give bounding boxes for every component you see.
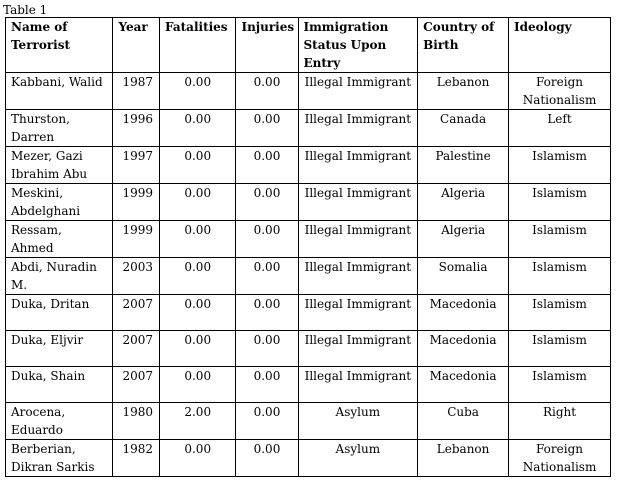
cell-name: Duka, Shain xyxy=(6,367,113,403)
cell-injuries: 0.00 xyxy=(236,110,298,147)
cell-country-of-birth: Lebanon xyxy=(418,440,509,477)
table-row xyxy=(6,147,611,184)
cell-ideology: Foreign Nationalism xyxy=(509,440,611,477)
cell-country-of-birth: Cuba xyxy=(418,403,509,440)
cell-injuries: 0.00 xyxy=(236,147,298,184)
cell-ideology: Islamism xyxy=(509,331,611,367)
cell-immigration-status: Illegal Immigrant xyxy=(298,73,418,110)
cell-fatalities: 0.00 xyxy=(160,440,236,477)
cell-ideology: Left xyxy=(509,110,611,147)
terrorist-table xyxy=(5,17,611,477)
cell-name: Meskini, Abdelghani xyxy=(6,184,113,221)
cell-immigration-status: Illegal Immigrant xyxy=(298,184,418,221)
table-row xyxy=(6,440,611,477)
cell-fatalities: 0.00 xyxy=(160,295,236,331)
header-ideology: Ideology xyxy=(509,18,611,73)
cell-fatalities: 0.00 xyxy=(160,258,236,295)
cell-immigration-status: Asylum xyxy=(298,440,418,477)
cell-country-of-birth: Macedonia xyxy=(418,331,509,367)
header-immigration-status: Immigration Status Upon Entry xyxy=(298,18,418,73)
header-fatalities: Fatalities xyxy=(160,18,236,73)
cell-immigration-status: Illegal Immigrant xyxy=(298,367,418,403)
table-row xyxy=(6,73,611,110)
table-row xyxy=(6,110,611,147)
cell-name: Arocena, Eduardo xyxy=(6,403,113,440)
cell-year: 1999 xyxy=(113,184,160,221)
header-year: Year xyxy=(113,18,160,73)
header-injuries: Injuries xyxy=(236,18,298,73)
cell-immigration-status: Illegal Immigrant xyxy=(298,331,418,367)
cell-year: 1982 xyxy=(113,440,160,477)
cell-name: Duka, Dritan xyxy=(6,295,113,331)
cell-country-of-birth: Somalia xyxy=(418,258,509,295)
cell-fatalities: 2.00 xyxy=(160,403,236,440)
cell-fatalities: 0.00 xyxy=(160,184,236,221)
cell-ideology: Islamism xyxy=(509,295,611,331)
cell-country-of-birth: Macedonia xyxy=(418,295,509,331)
cell-immigration-status: Illegal Immigrant xyxy=(298,110,418,147)
cell-injuries: 0.00 xyxy=(236,403,298,440)
cell-immigration-status: Illegal Immigrant xyxy=(298,147,418,184)
cell-year: 1980 xyxy=(113,403,160,440)
cell-name: Duka, Eljvir xyxy=(6,331,113,367)
cell-year: 2003 xyxy=(113,258,160,295)
cell-country-of-birth: Canada xyxy=(418,110,509,147)
cell-year: 1987 xyxy=(113,73,160,110)
cell-name: Ressam, Ahmed xyxy=(6,221,113,258)
cell-injuries: 0.00 xyxy=(236,295,298,331)
cell-injuries: 0.00 xyxy=(236,367,298,403)
table-row xyxy=(6,367,611,403)
cell-injuries: 0.00 xyxy=(236,440,298,477)
cell-fatalities: 0.00 xyxy=(160,73,236,110)
cell-year: 2007 xyxy=(113,295,160,331)
cell-injuries: 0.00 xyxy=(236,184,298,221)
cell-ideology: Islamism xyxy=(509,258,611,295)
cell-ideology: Right xyxy=(509,403,611,440)
cell-ideology: Foreign Nationalism xyxy=(509,73,611,110)
cell-country-of-birth: Lebanon xyxy=(418,73,509,110)
cell-fatalities: 0.00 xyxy=(160,367,236,403)
cell-country-of-birth: Algeria xyxy=(418,221,509,258)
cell-injuries: 0.00 xyxy=(236,73,298,110)
table-row xyxy=(6,331,611,367)
cell-name: Berberian, Dikran Sarkis xyxy=(6,440,113,477)
cell-fatalities: 0.00 xyxy=(160,331,236,367)
table-row xyxy=(6,184,611,221)
table-row xyxy=(6,221,611,258)
cell-immigration-status: Illegal Immigrant xyxy=(298,258,418,295)
cell-year: 2007 xyxy=(113,331,160,367)
cell-fatalities: 0.00 xyxy=(160,147,236,184)
cell-country-of-birth: Algeria xyxy=(418,184,509,221)
cell-immigration-status: Asylum xyxy=(298,403,418,440)
cell-name: Mezer, Gazi Ibrahim Abu xyxy=(6,147,113,184)
cell-year: 2007 xyxy=(113,367,160,403)
cell-name: Thurston, Darren xyxy=(6,110,113,147)
cell-fatalities: 0.00 xyxy=(160,110,236,147)
cell-injuries: 0.00 xyxy=(236,221,298,258)
cell-ideology: Islamism xyxy=(509,367,611,403)
cell-country-of-birth: Palestine xyxy=(418,147,509,184)
table-row xyxy=(6,403,611,440)
cell-year: 1997 xyxy=(113,147,160,184)
cell-immigration-status: Illegal Immigrant xyxy=(298,221,418,258)
table-row xyxy=(6,295,611,331)
cell-injuries: 0.00 xyxy=(236,331,298,367)
cell-ideology: Islamism xyxy=(509,221,611,258)
cell-name: Kabbani, Walid xyxy=(6,73,113,110)
cell-ideology: Islamism xyxy=(509,184,611,221)
cell-country-of-birth: Macedonia xyxy=(418,367,509,403)
header-name: Name of Terrorist xyxy=(6,18,113,73)
cell-year: 1999 xyxy=(113,221,160,258)
table-row xyxy=(6,258,611,295)
cell-immigration-status: Illegal Immigrant xyxy=(298,295,418,331)
header-country-of-birth: Country of Birth xyxy=(418,18,509,73)
cell-fatalities: 0.00 xyxy=(160,221,236,258)
table-caption: Table 1 xyxy=(3,3,48,17)
cell-year: 1996 xyxy=(113,110,160,147)
cell-name: Abdi, Nuradin M. xyxy=(6,258,113,295)
cell-ideology: Islamism xyxy=(509,147,611,184)
cell-injuries: 0.00 xyxy=(236,258,298,295)
header-row xyxy=(6,18,611,73)
